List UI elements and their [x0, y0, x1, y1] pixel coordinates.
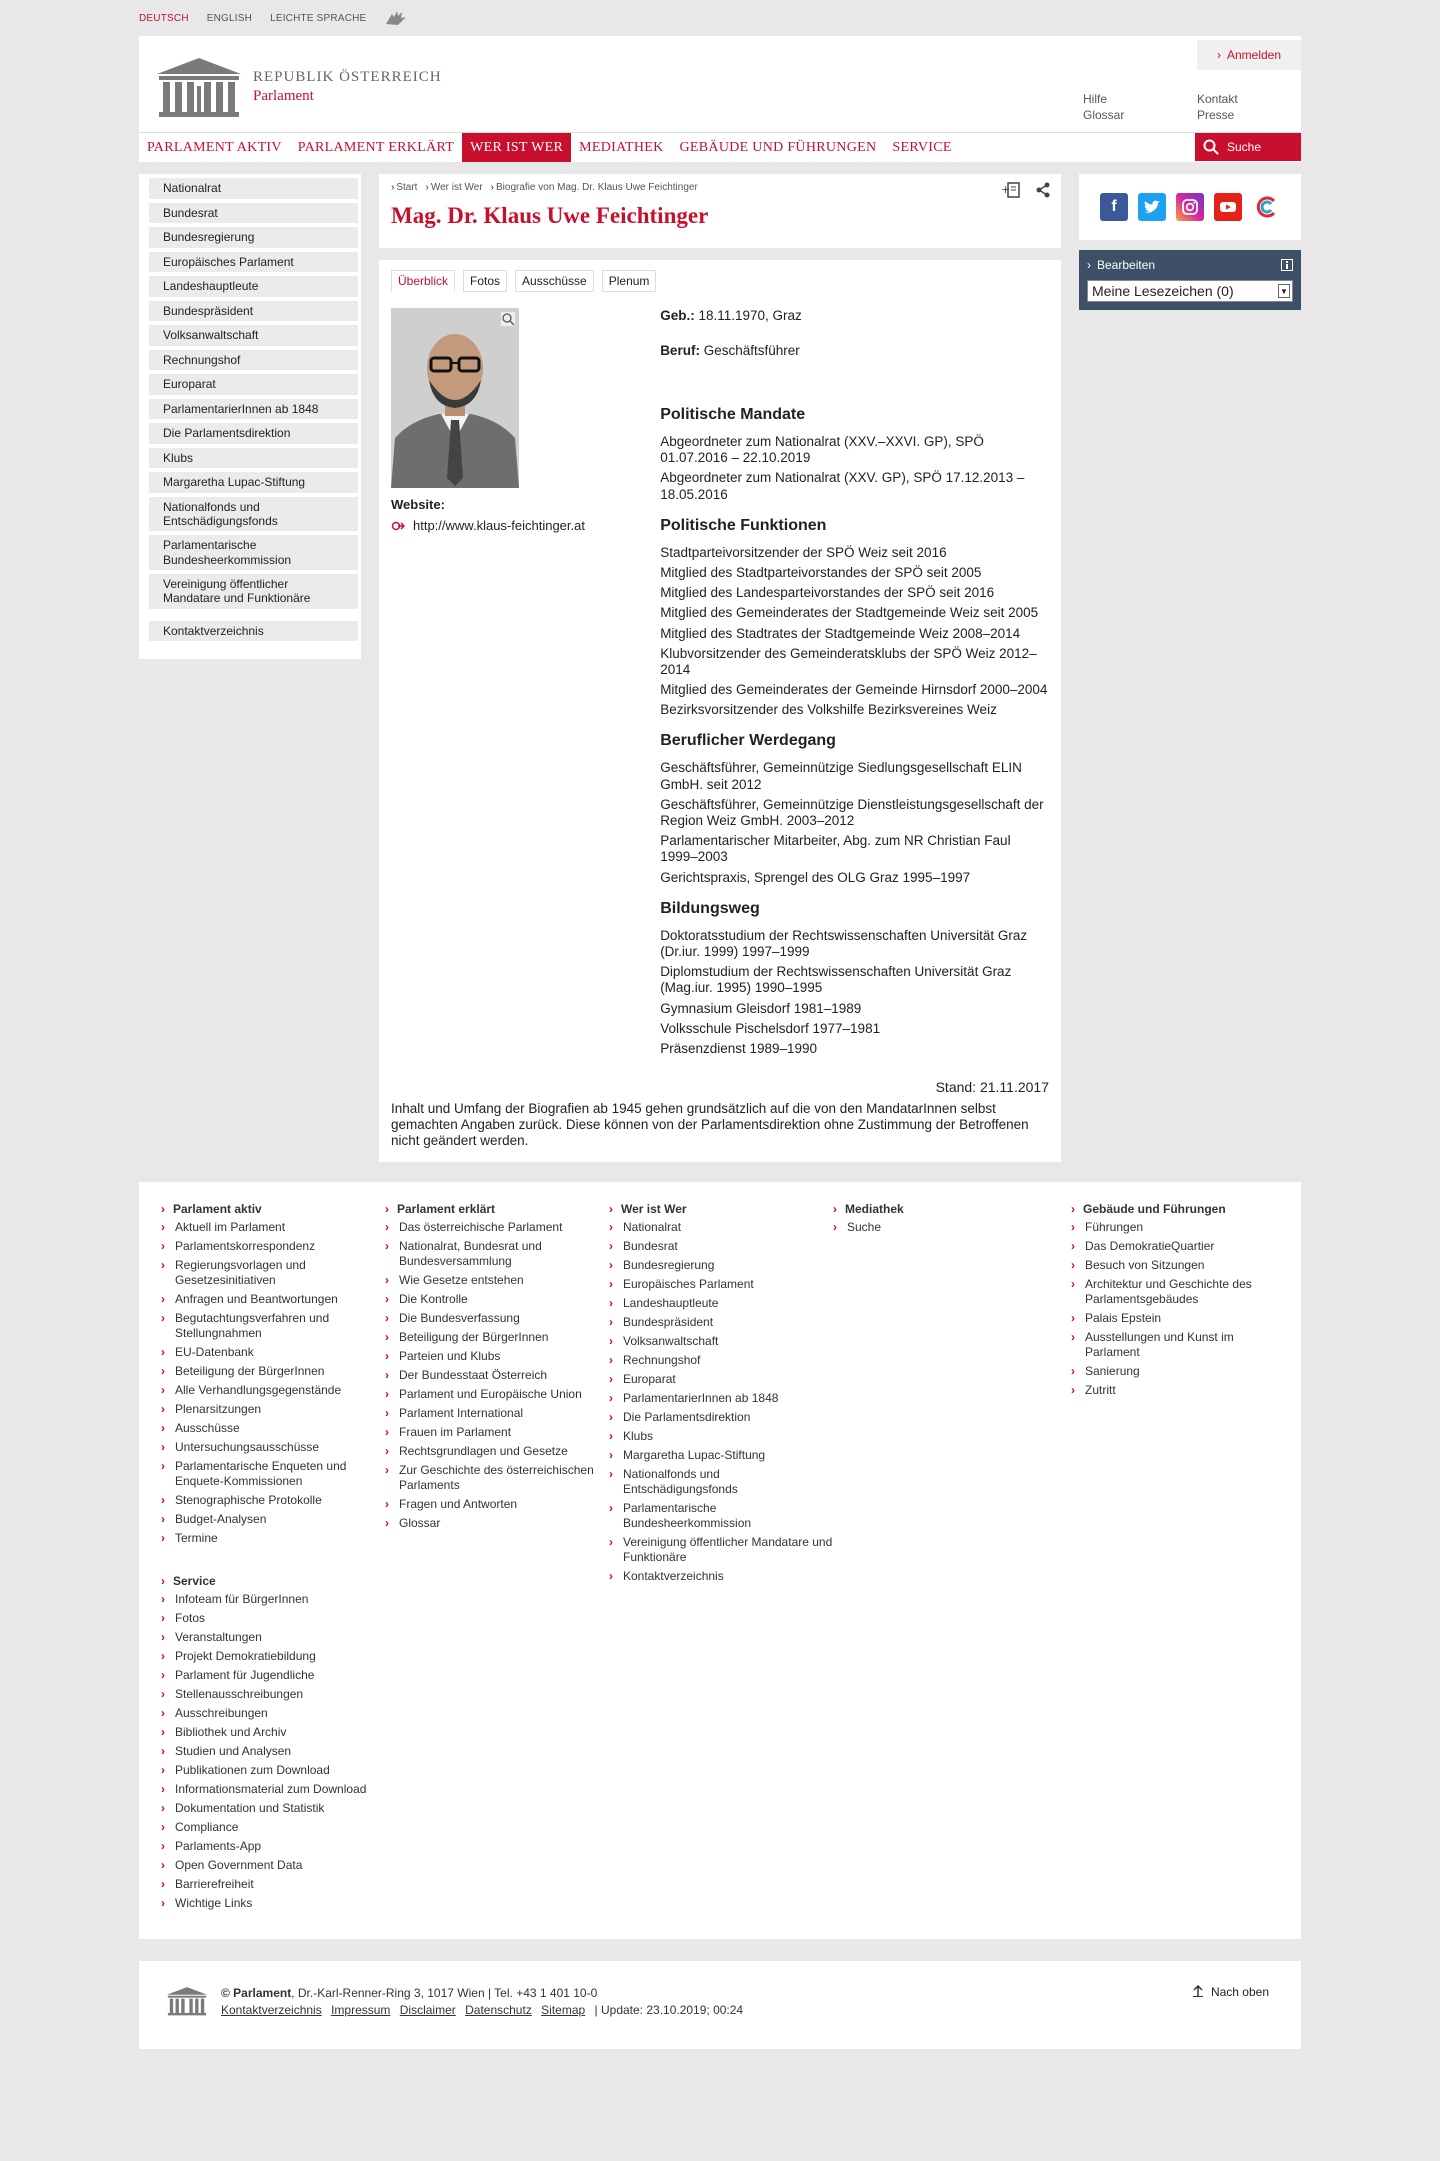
- footer-column: [833, 1202, 1071, 1915]
- bookmarks-select-value: Meine Lesezeichen (0): [1092, 283, 1234, 299]
- nav-parlament-aktiv[interactable]: PARLAMENT AKTIV: [147, 139, 282, 155]
- lang-english[interactable]: ENGLISH: [206, 12, 253, 24]
- tab-ueberblick[interactable]: Überblick: [391, 270, 455, 292]
- footer-link[interactable]: › Parteien und Klubs: [385, 1349, 609, 1364]
- bio-card: [379, 260, 1061, 1162]
- portrait-image: [391, 308, 519, 488]
- footer-column-title[interactable]: › Parlament erklärt: [397, 1201, 496, 1216]
- app-icon[interactable]: [1252, 193, 1280, 221]
- footer-link[interactable]: › Wie Gesetze entstehen: [385, 1273, 609, 1288]
- born-label: Geb.:: [660, 308, 695, 323]
- back-to-top-label: Nach oben: [1210, 1984, 1269, 1999]
- footer-link[interactable]: › Stenographische Protokolle: [161, 1493, 385, 1508]
- sidebar-item[interactable]: Volksanwaltschaft: [149, 325, 358, 346]
- tab-fotos[interactable]: Fotos: [463, 270, 507, 292]
- footer-link[interactable]: › Architektur und Geschichte des Parlamentsgebäudes: [1071, 1277, 1291, 1307]
- footer-link[interactable]: › Zur Geschichte des österreichischen Parlaments: [385, 1463, 609, 1493]
- sidebar-item[interactable]: ParlamentarierInnen ab 1848: [149, 399, 358, 420]
- instagram-icon[interactable]: [1176, 193, 1204, 221]
- footer-link-sitemap[interactable]: Sitemap: [541, 2003, 586, 2018]
- chevron-down-icon: ▼: [1278, 284, 1290, 298]
- footer-link[interactable]: › Die Bundesverfassung: [385, 1311, 609, 1326]
- footer-link[interactable]: › Das DemokratieQuartier: [1071, 1239, 1291, 1254]
- svg-text:+: +: [1001, 183, 1011, 196]
- parliament-logo-small-icon: [165, 1985, 209, 2017]
- logo[interactable]: [153, 56, 442, 118]
- bio-entry: Diplomstudium der Rechtswissenschaften Universität Graz (Mag.iur. 1995) 1990–1995: [660, 964, 1012, 996]
- sidebar-item[interactable]: Landeshauptleute: [149, 276, 358, 297]
- footer-link[interactable]: › Veranstaltungen: [161, 1630, 385, 1645]
- footer-column-title[interactable]: › Service: [173, 1573, 216, 1588]
- link-presse[interactable]: Presse: [1197, 108, 1235, 122]
- footer-link[interactable]: › Infoteam für BürgerInnen: [161, 1592, 385, 1607]
- info-icon[interactable]: [1281, 259, 1293, 271]
- footer-link[interactable]: › Bundesrat: [609, 1239, 833, 1254]
- job-value: Geschäftsführer: [703, 343, 800, 358]
- search-icon: [1203, 139, 1219, 155]
- bio-entry: Gymnasium Gleisdorf 1981–1989: [660, 1000, 862, 1016]
- footer-link[interactable]: › Parlament und Europäische Union: [385, 1387, 609, 1402]
- sidebar-item[interactable]: Parlamentarische Bundesheerkommission: [149, 535, 358, 570]
- bio-entry: Stadtparteivorsitzender der SPÖ Weiz seit 2016: [660, 544, 947, 560]
- footer-link[interactable]: › Führungen: [1071, 1220, 1291, 1235]
- sign-language-icon[interactable]: [384, 8, 408, 28]
- footer-org: © Parlament: [221, 1985, 292, 2000]
- bio-entry: Geschäftsführer, Gemeinnützige Siedlungsgesellschaft ELIN GmbH. seit 2012: [660, 760, 1022, 792]
- website-url: http://www.klaus-feichtinger.at: [413, 518, 585, 533]
- bio-entry: Abgeordneter zum Nationalrat (XXV. GP), SPÖ 17.12.2013 – 18.05.2016: [660, 470, 1025, 502]
- nav-gebaeude[interactable]: GEBÄUDE UND FÜHRUNGEN: [679, 139, 877, 155]
- bookmarks-select[interactable]: [1087, 280, 1293, 302]
- footer-link[interactable]: › Frauen im Parlament: [385, 1425, 609, 1440]
- footer-link[interactable]: › Fotos: [161, 1611, 385, 1626]
- footer-link[interactable]: › Europarat: [609, 1372, 833, 1387]
- sidebar-item[interactable]: Vereinigung öffentlicher Mandatare und Funktionäre: [149, 574, 358, 609]
- footer-link[interactable]: › Aktuell im Parlament: [161, 1220, 385, 1235]
- footer-link[interactable]: › Volksanwaltschaft: [609, 1334, 833, 1349]
- footer-link[interactable]: › Begutachtungsverfahren und Stellungnahmen: [161, 1311, 385, 1341]
- login-label: Anmelden: [1226, 48, 1282, 62]
- chevron-right-icon: ›: [1087, 258, 1091, 272]
- footer-link[interactable]: › Parlamentskorrespondenz: [161, 1239, 385, 1254]
- bio-entry: Klubvorsitzender des Gemeinderatsklubs der SPÖ Weiz 2012–2014: [660, 645, 1037, 677]
- tabs: [391, 270, 1049, 292]
- footer-link[interactable]: › Bundesregierung: [609, 1258, 833, 1273]
- tab-ausschuesse[interactable]: Ausschüsse: [515, 270, 594, 292]
- bio-entry: Abgeordneter zum Nationalrat (XXV.–XXVI. GP), SPÖ 01.07.2016 – 22.10.2019: [660, 434, 984, 466]
- language-bar: [139, 0, 1301, 36]
- youtube-icon[interactable]: [1214, 193, 1242, 221]
- footer-link[interactable]: › Informationsmaterial zum Download: [161, 1782, 385, 1797]
- facebook-icon[interactable]: f: [1100, 193, 1128, 221]
- link-glossar[interactable]: Glossar: [1083, 108, 1125, 122]
- sidebar-item[interactable]: Bundesrat: [149, 203, 358, 224]
- link-kontakt[interactable]: Kontakt: [1197, 92, 1238, 106]
- footer-link[interactable]: › Suche: [833, 1220, 1071, 1235]
- footer-link-datenschutz[interactable]: Datenschutz: [465, 2003, 532, 2018]
- tab-plenum[interactable]: Plenum: [602, 270, 657, 292]
- left-sidebar: [139, 174, 361, 659]
- breadcrumb-start[interactable]: › Start: [391, 182, 417, 193]
- footer-link[interactable]: › Sanierung: [1071, 1364, 1291, 1379]
- breadcrumb: [391, 182, 1049, 193]
- footer-link[interactable]: › Beteiligung der BürgerInnen: [161, 1364, 385, 1379]
- footer-link[interactable]: › Rechtsgrundlagen und Gesetze: [385, 1444, 609, 1459]
- footer-link[interactable]: › Publikationen zum Download: [161, 1763, 385, 1778]
- bio-entry: Gerichtspraxis, Sprengel des OLG Graz 1995–1997: [660, 869, 971, 885]
- footer-column: [385, 1202, 609, 1915]
- logo-line1: REPUBLIK ÖSTERREICH: [253, 69, 442, 85]
- footer-column: [609, 1202, 833, 1915]
- sidebar-item[interactable]: Bundespräsident: [149, 301, 358, 322]
- footer-link[interactable]: › Besuch von Sitzungen: [1071, 1258, 1291, 1273]
- footer-link[interactable]: › Budget-Analysen: [161, 1512, 385, 1527]
- bio-entry: Bezirksvorsitzender des Volkshilfe Bezirksvereines Weiz: [660, 702, 997, 718]
- bio-entry: Parlamentarischer Mitarbeiter, Abg. zum NR Christian Faul 1999–2003: [660, 833, 1011, 865]
- footer-link[interactable]: › Ausschüsse: [161, 1421, 385, 1436]
- section-title: Beruflicher Werdegang: [660, 732, 836, 750]
- footer-link[interactable]: › Glossar: [385, 1516, 609, 1531]
- breadcrumb-wer-ist-wer[interactable]: › Wer ist Wer: [425, 182, 482, 193]
- arrow-up-icon: [1193, 1985, 1203, 1997]
- footer-address: , Dr.-Karl-Renner-Ring 3, 1017 Wien | Tel. +43 1 401 10-0: [291, 1985, 598, 2000]
- footer-link[interactable]: › Beteiligung der BürgerInnen: [385, 1330, 609, 1345]
- footer-link[interactable]: › Parlament für Jugendliche: [161, 1668, 385, 1683]
- section-title: Politische Funktionen: [660, 516, 827, 534]
- sidebar-item[interactable]: Rechnungshof: [149, 350, 358, 371]
- disclaimer-note: Inhalt und Umfang der Biografien ab 1945 gehen grundsätzlich auf die von den MandatarInnen selbst gemachten Angaben zurück. Diese können von der Parlamentsdirektion ohne Zustimmung der Betroffenen nicht geändert werden.: [391, 1101, 1029, 1149]
- footer-link[interactable]: › Nationalfonds und Entschädigungsfonds: [609, 1467, 833, 1497]
- footer-link[interactable]: › Die Parlamentsdirektion: [609, 1410, 833, 1425]
- website-label: Website:: [391, 497, 445, 512]
- top-links: [1083, 92, 1287, 122]
- chevron-right-icon: ›: [1216, 48, 1221, 62]
- footer-column: [1071, 1202, 1291, 1915]
- bio-entry: Mitglied des Gemeinderates der Stadtgemeinde Weiz seit 2005: [660, 605, 1039, 621]
- footer-link[interactable]: › Stellenausschreibungen: [161, 1687, 385, 1702]
- footer-link[interactable]: › Barrierefreiheit: [161, 1877, 385, 1892]
- back-to-top-link[interactable]: [1193, 1985, 1269, 1999]
- footer-link[interactable]: › Termine: [161, 1531, 385, 1546]
- footer-link[interactable]: › Landeshauptleute: [609, 1296, 833, 1311]
- footer-link[interactable]: › Plenarsitzungen: [161, 1402, 385, 1417]
- footer-column-title[interactable]: › Wer ist Wer: [621, 1201, 687, 1216]
- footer-link[interactable]: › Ausschreibungen: [161, 1706, 385, 1721]
- section-title: Bildungsweg: [660, 899, 760, 917]
- bio-entry: Mitglied des Stadtparteivorstandes der SPÖ seit 2005: [660, 564, 982, 580]
- section-title: Politische Mandate: [660, 406, 806, 423]
- footer-link[interactable]: › EU-Datenbank: [161, 1345, 385, 1360]
- footer-link[interactable]: › Parlaments-App: [161, 1839, 385, 1854]
- footer-link[interactable]: › Parlamentarische Bundesheerkommission: [609, 1501, 833, 1531]
- footer-link[interactable]: › Compliance: [161, 1820, 385, 1835]
- footer-link[interactable]: › Studien und Analysen: [161, 1744, 385, 1759]
- title-card: [379, 174, 1061, 248]
- footer-link[interactable]: › Regierungsvorlagen und Gesetzesinitiativen: [161, 1258, 385, 1288]
- footer-link-impressum[interactable]: Impressum: [331, 2003, 391, 2018]
- zoom-icon[interactable]: [501, 312, 515, 326]
- bio-entry: Geschäftsführer, Gemeinnützige Dienstleistungsgesellschaft der Region Weiz GmbH. 2003–2012: [660, 796, 1044, 828]
- footer-column-title[interactable]: › Parlament aktiv: [173, 1201, 262, 1216]
- portrait-photo[interactable]: [391, 308, 519, 488]
- external-link-icon: [391, 521, 405, 531]
- page-title: Mag. Dr. Klaus Uwe Feichtinger: [391, 203, 709, 228]
- footer-link[interactable]: › Alle Verhandlungsgegenstände: [161, 1383, 385, 1398]
- lang-deutsch[interactable]: DEUTSCH: [139, 12, 189, 24]
- twitter-icon[interactable]: [1138, 193, 1166, 221]
- share-icon[interactable]: [1035, 182, 1051, 198]
- login-button[interactable]: [1197, 40, 1301, 70]
- footer-column-title[interactable]: › Gebäude und Führungen: [1083, 1201, 1226, 1216]
- website-link[interactable]: [391, 518, 660, 533]
- search-button[interactable]: [1195, 133, 1301, 161]
- footer-link[interactable]: › Nationalrat: [609, 1220, 833, 1235]
- sidebar-item[interactable]: Nationalfonds und Entschädigungsfonds: [149, 497, 358, 532]
- nav-parlament-erklaert[interactable]: PARLAMENT ERKLÄRT: [297, 139, 455, 155]
- main-nav: [139, 132, 1301, 162]
- footer-sitemap: [139, 1182, 1301, 1939]
- logo-line2: Parlament: [253, 88, 314, 104]
- footer-link[interactable]: › Palais Epstein: [1071, 1311, 1291, 1326]
- nav-service[interactable]: SERVICE: [892, 139, 952, 155]
- footer-link[interactable]: › Wichtige Links: [161, 1896, 385, 1911]
- bookmarks-edit-link[interactable]: Bearbeiten: [1097, 258, 1156, 272]
- bio-entry: Volksschule Pischelsdorf 1977–1981: [660, 1020, 881, 1036]
- bio-sections: [660, 406, 1049, 1057]
- footer-column: [161, 1202, 385, 1915]
- footer-link[interactable]: › Parlamentarische Enqueten und Enquete-Kommissionen: [161, 1459, 385, 1489]
- footer-link[interactable]: › Der Bundesstaat Österreich: [385, 1368, 609, 1383]
- footer-link[interactable]: › Parlament International: [385, 1406, 609, 1421]
- footer-column-title[interactable]: › Mediathek: [845, 1201, 904, 1216]
- bio-entry: Doktoratsstudium der Rechtswissenschaften Universität Graz (Dr.iur. 1999) 1997–1999: [660, 927, 1028, 959]
- sidebar-item[interactable]: Bundesregierung: [149, 227, 358, 248]
- nav-wer-ist-wer[interactable]: WER IST WER: [462, 133, 571, 162]
- add-bookmark-icon[interactable]: [1001, 182, 1021, 200]
- parliament-logo-icon: [153, 56, 245, 118]
- sidebar-item[interactable]: Europäisches Parlament: [149, 252, 358, 273]
- bio-entry: Mitglied des Stadtrates der Stadtgemeinde Weiz 2008–2014: [660, 625, 1021, 641]
- header: [139, 36, 1301, 132]
- footer-link[interactable]: › Zutritt: [1071, 1383, 1291, 1398]
- born-value: 18.11.1970, Graz: [698, 308, 802, 323]
- bio-entry: Mitglied des Landesparteivorstandes der SPÖ seit 2016: [660, 585, 995, 601]
- footer-link-disclaimer[interactable]: Disclaimer: [399, 2003, 456, 2018]
- footer-link[interactable]: › Die Kontrolle: [385, 1292, 609, 1307]
- sidebar-item[interactable]: Die Parlamentsdirektion: [149, 423, 358, 444]
- footer-link[interactable]: › Ausstellungen und Kunst im Parlament: [1071, 1330, 1291, 1360]
- sidebar-item[interactable]: Nationalrat: [149, 178, 358, 199]
- footer-link[interactable]: › Untersuchungsausschüsse: [161, 1440, 385, 1455]
- footer-link[interactable]: › Klubs: [609, 1429, 833, 1444]
- nav-mediathek[interactable]: MEDIATHEK: [579, 139, 664, 155]
- footer-link[interactable]: › Bundespräsident: [609, 1315, 833, 1330]
- footer-link[interactable]: › Projekt Demokratiebildung: [161, 1649, 385, 1664]
- footer-link[interactable]: › Nationalrat, Bundesrat und Bundesversammlung: [385, 1239, 609, 1269]
- footer-link[interactable]: › Vereinigung öffentlicher Mandatare und Funktionäre: [609, 1535, 833, 1565]
- sidebar-item[interactable]: Margaretha Lupac-Stiftung: [149, 472, 358, 493]
- footer-link[interactable]: › Bibliothek und Archiv: [161, 1725, 385, 1740]
- stand-date: Stand: 21.11.2017: [935, 1079, 1049, 1096]
- footer-link[interactable]: › Europäisches Parlament: [609, 1277, 833, 1292]
- footer-link[interactable]: › Open Government Data: [161, 1858, 385, 1873]
- lang-easy[interactable]: LEICHTE SPRACHE: [270, 12, 367, 24]
- footer-link[interactable]: › Anfragen und Beantwortungen: [161, 1292, 385, 1307]
- footer-link-kontaktverzeichnis[interactable]: Kontaktverzeichnis: [221, 2003, 322, 2018]
- bio-entry: Mitglied des Gemeinderates der Gemeinde Hirnsdorf 2000–2004: [660, 682, 1048, 698]
- link-hilfe[interactable]: Hilfe: [1083, 92, 1108, 106]
- footer-link[interactable]: › Rechnungshof: [609, 1353, 833, 1368]
- sidebar-item[interactable]: Kontaktverzeichnis: [149, 621, 358, 642]
- footer-link[interactable]: › Margaretha Lupac-Stiftung: [609, 1448, 833, 1463]
- sidebar-item[interactable]: Klubs: [149, 448, 358, 469]
- sidebar-item[interactable]: Europarat: [149, 374, 358, 395]
- footer-update: | Update: 23.10.2019; 00:24: [594, 2003, 744, 2018]
- breadcrumb-current: › Biografie von Mag. Dr. Klaus Uwe Feichtinger: [491, 182, 698, 193]
- search-label: Suche: [1227, 140, 1262, 154]
- bio-entry: Präsenzdienst 1989–1990: [660, 1040, 818, 1056]
- footer-link[interactable]: › Das österreichische Parlament: [385, 1220, 609, 1235]
- bio-facts: [660, 308, 1049, 358]
- footer-link[interactable]: › Kontaktverzeichnis: [609, 1569, 833, 1584]
- footer-link[interactable]: › Fragen und Antworten: [385, 1497, 609, 1512]
- page-footer: [139, 1961, 1301, 2049]
- footer-link[interactable]: › ParlamentarierInnen ab 1848: [609, 1391, 833, 1406]
- bookmarks-box: [1079, 250, 1301, 310]
- footer-link[interactable]: › Dokumentation und Statistik: [161, 1801, 385, 1816]
- job-label: Beruf:: [660, 343, 700, 358]
- social-links: [1079, 174, 1301, 240]
